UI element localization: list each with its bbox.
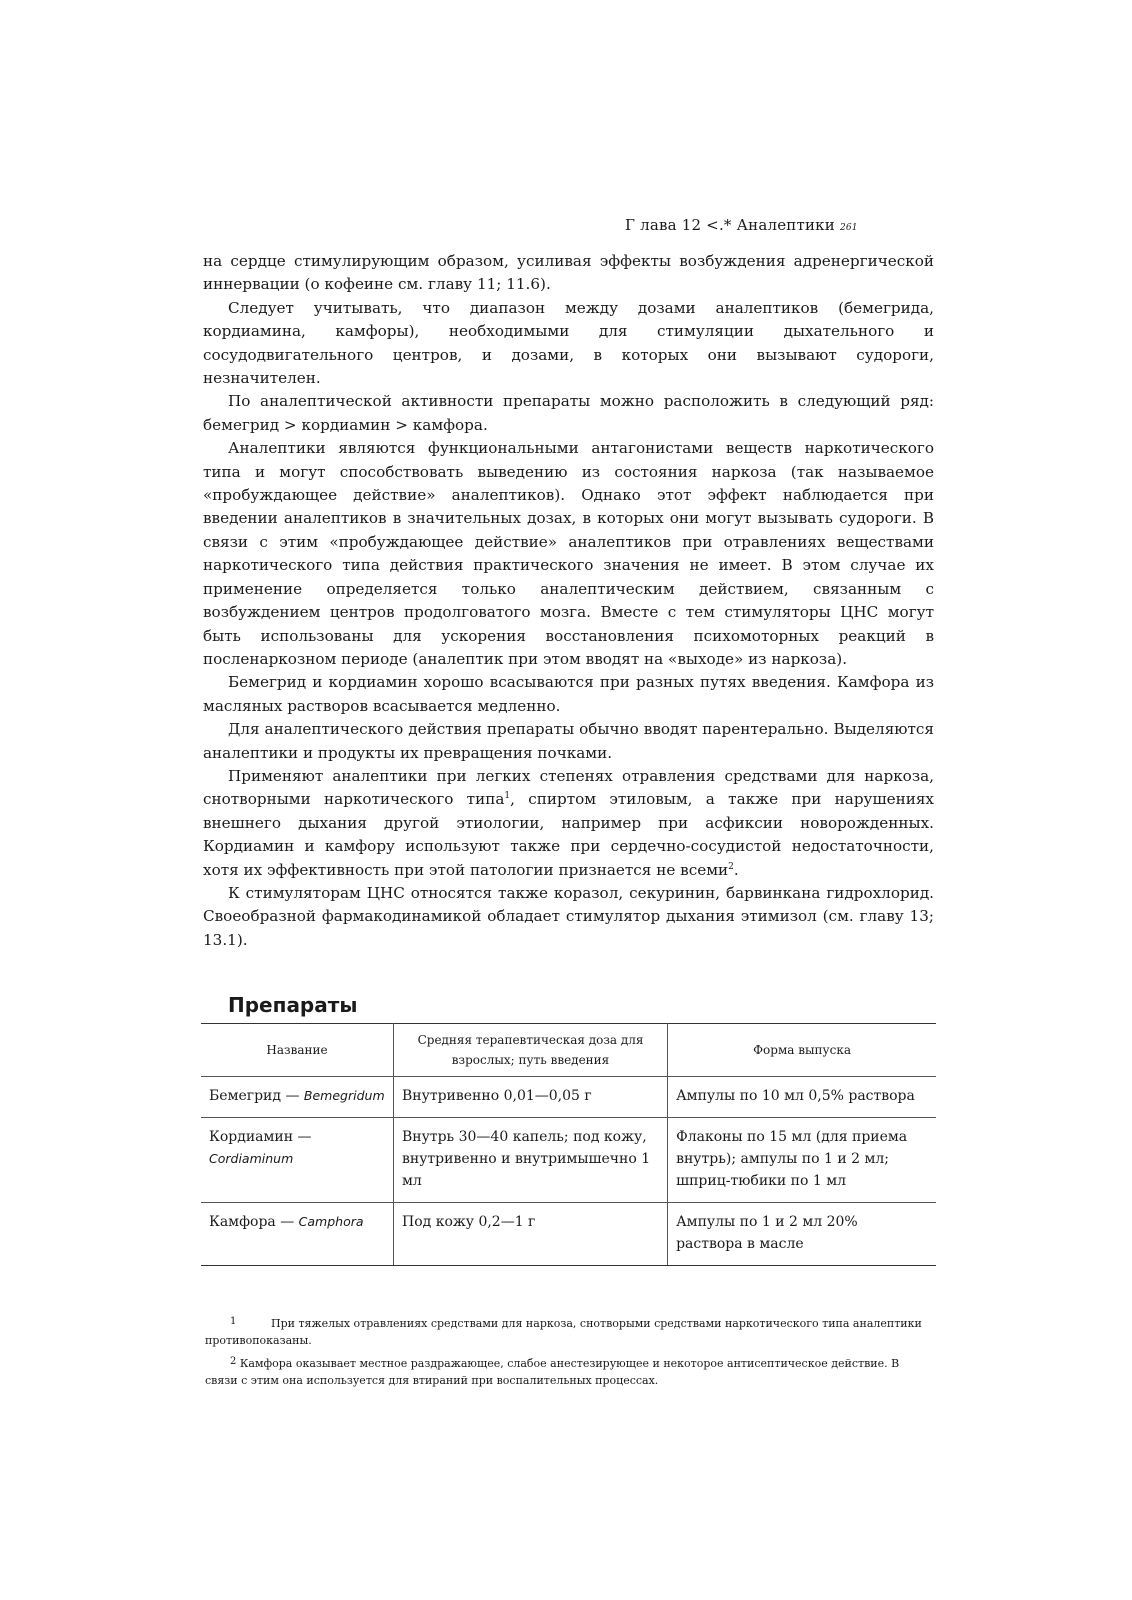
footnote-text: Камфора оказывает местное раздражающее, слабое анестезирующее и некоторое антисептическое действие. В связи с этим она используется для втираний при воспалительных процессах. (205, 1357, 900, 1387)
header-dose: Средняя терапевтическая доза для взрослых; путь введения (393, 1024, 667, 1077)
footnote-mark: 1 (230, 1316, 237, 1327)
footnotes (205, 1313, 935, 1393)
paragraph: Для аналептического действия препараты обычно вводят парентерально. Выделяются аналептики и продукты их превращения почками. (203, 720, 934, 762)
paragraph-indications (203, 765, 934, 882)
table-header-row (201, 1024, 936, 1077)
text-span: . (733, 860, 739, 879)
footnote-mark: 2 (230, 1356, 237, 1367)
header-form: Форма выпуска (668, 1024, 936, 1077)
cell-dose: Внутривенно 0,01—0,05 г (393, 1077, 667, 1118)
header-name: Название (201, 1024, 393, 1077)
running-head (625, 216, 858, 234)
table-row (201, 1077, 936, 1118)
footnote-text: При тяжелых отравлениях средствами для наркоза, снотворыми средствами наркотического типа аналептики противопоказаны. (205, 1317, 922, 1347)
body-text (203, 250, 934, 952)
paragraph: на сердце стимулирующим образом, усиливая эффекты возбуждения адренергической иннервации (о кофеине см. главу 11; 11.6). (203, 252, 934, 294)
cell-dose: Внутрь 30—40 капель; под кожу, внутривенно и внутримышечно 1 мл (393, 1118, 667, 1203)
cell-name (201, 1203, 393, 1266)
paragraph: Аналептики являются функциональными антагонистами веществ наркотического типа и могут способствовать выведению из состояния наркоза (так называемое «пробуждающее действие» аналептиков). Однако этот эффект наблюдается при введении аналептиков в значительных дозах, в которых они могут вызывать судороги. В связи с этим «пробуждающее действие» аналептиков при отравлениях веществами наркотического типа действия практического значения не имеет. В этом случае их применение определяется только аналептическим действием, связанным с возбуждением центров продолговатого мозга. Вместе с тем стимуляторы ЦНС могут быть использованы для ускорения восстановления психомоторных реакций в посленаркозном периоде (аналептик при этом вводят на «выходе» из наркоза). (203, 439, 934, 668)
drug-name-latin: Bemegridum (303, 1088, 385, 1103)
drugs-table (201, 1023, 936, 1266)
cell-name (201, 1118, 393, 1203)
footnote (205, 1353, 935, 1389)
footnote (205, 1313, 935, 1349)
paragraph: Бемегрид и кордиамин хорошо всасываются при разных путях введения. Камфора из масляных растворов всасывается медленно. (203, 673, 934, 715)
drug-name-ru: Бемегрид — (209, 1088, 300, 1104)
cell-dose: Под кожу 0,2—1 г (393, 1203, 667, 1266)
table-row (201, 1203, 936, 1266)
paragraph: К стимуляторам ЦНС относятся также коразол, секуринин, барвинкана гидрохлорид. Своеобразной фармакодинамикой обладает стимулятор дыхания этимизол (см. главу 13; 13.1). (203, 883, 934, 949)
text-span: Применяют аналептики при легких степенях отравления средствами для наркоза, снотворными наркотического типа (203, 766, 934, 809)
cell-form: Флаконы по 15 мл (для приема внутрь); ампулы по 1 и 2 мл; шприц-тюбики по 1 мл (668, 1118, 936, 1203)
section-title: Препараты (228, 993, 358, 1017)
page-number: 261 (839, 223, 858, 233)
text-span: , спиртом этиловым, а также при нарушениях внешнего дыхания другой этиологии, например при асфиксии новорожденных. Кордиамин и камфору используют также при сердечно-сосудистой недостаточности, хотя их эффективность при этой патологии признается не всеми (203, 790, 934, 879)
paragraph: По аналептической активности препараты можно расположить в следующий ряд: бемегрид > кордиамин > камфора. (203, 392, 934, 434)
running-title: Г лава 12 <.* Аналептики (625, 216, 835, 234)
table-row (201, 1118, 936, 1203)
cell-name (201, 1077, 393, 1118)
footnote-ref: 2 (728, 861, 734, 872)
drug-name-ru: Кордиамин — (209, 1129, 312, 1145)
drug-name-latin: Cordiaminum (209, 1151, 294, 1166)
drug-name-ru: Камфора — (209, 1214, 295, 1230)
paragraph: Следует учитывать, что диапазон между дозами аналептиков (бемегрида, кордиамина, камфоры), необходимыми для стимуляции дыхательного и сосудодвигательного центров, и дозами, в которых они вызывают судороги, незначителен. (203, 298, 934, 388)
cell-form: Ампулы по 10 мл 0,5% раствора (668, 1077, 936, 1118)
footnote-ref: 1 (504, 791, 511, 802)
cell-form: Ампулы по 1 и 2 мл 20% раствора в масле (668, 1203, 936, 1266)
drug-name-latin: Camphora (298, 1214, 364, 1229)
